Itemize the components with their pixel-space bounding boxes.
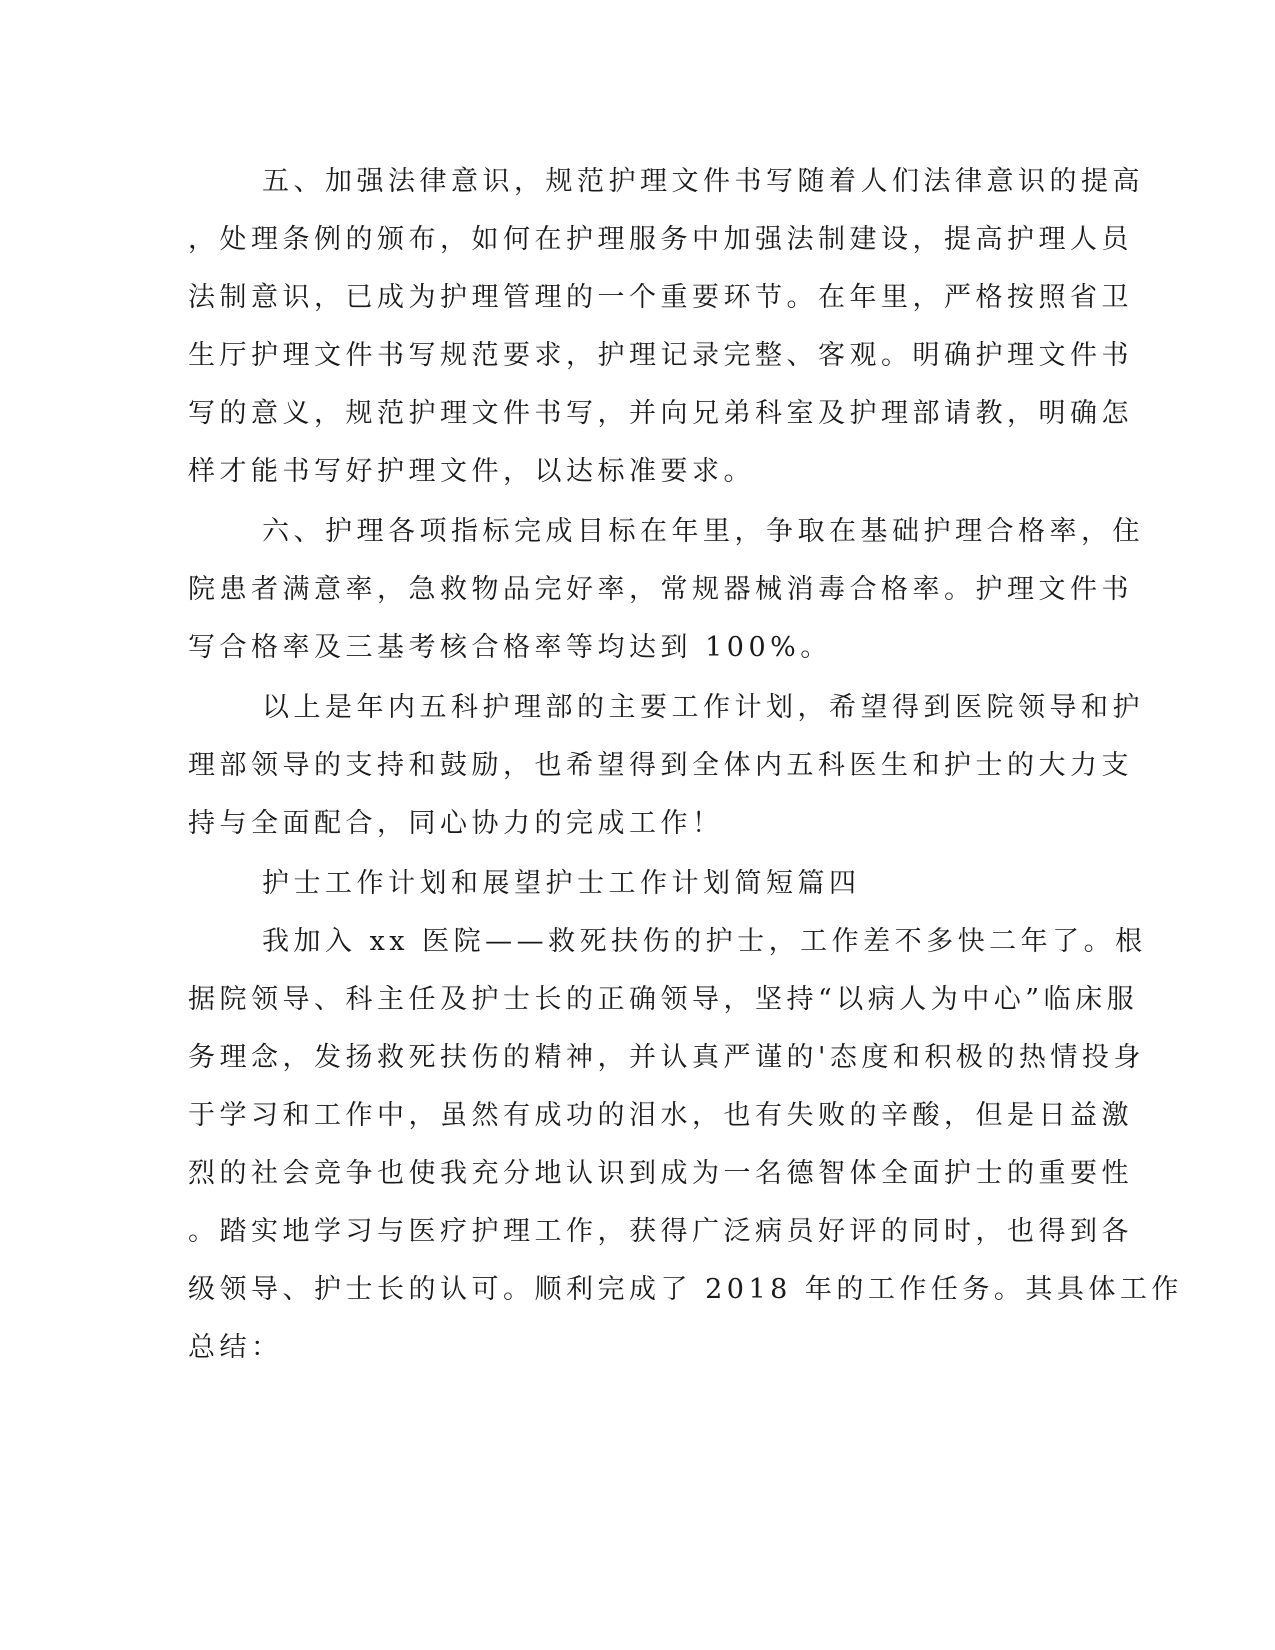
paragraph-6-line-2: 院患者满意率，急救物品完好率，常规器械消毒合格率。护理文件书 bbox=[188, 574, 1133, 605]
paragraph-5-line-3: 法制意识，已成为护理管理的一个重要环节。在年里，严格按照省卫 bbox=[188, 282, 1133, 313]
paragraph-5-line-5: 写的意义，规范护理文件书写，并向兄弟科室及护理部请教，明确怎 bbox=[188, 398, 1133, 429]
closing-paragraph-line-1: 以上是年内五科护理部的主要工作计划，希望得到医院领导和护 bbox=[262, 692, 1144, 723]
summary-paragraph-line-5: 烈的社会竞争也使我充分地认识到成为一名德智体全面护士的重要性 bbox=[188, 1158, 1133, 1189]
paragraph-5-line-1: 五、加强法律意识，规范护理文件书写随着人们法律意识的提高 bbox=[262, 166, 1144, 197]
summary-paragraph-line-3: 务理念，发扬救死扶伤的精神，并认真严谨的'态度和积极的热情投身 bbox=[188, 1042, 1145, 1073]
closing-paragraph-line-2: 理部领导的支持和鼓励，也希望得到全体内五科医生和护士的大力支 bbox=[188, 750, 1133, 781]
summary-paragraph-line-6: 。踏实地学习与医疗护理工作，获得广泛病员好评的同时，也得到各 bbox=[188, 1216, 1133, 1247]
paragraph-6-line-3: 写合格率及三基考核合格率等均达到 100%。 bbox=[188, 632, 832, 663]
paragraph-6-line-1: 六、护理各项指标完成目标在年里，争取在基础护理合格率，住 bbox=[262, 516, 1144, 547]
summary-paragraph-line-7: 级领导、护士长的认可。顺利完成了 2018 年的工作任务。其具体工作 bbox=[188, 1274, 1183, 1305]
summary-paragraph-line-2: 据院领导、科主任及护士长的正确领导，坚持“以病人为中心”临床服 bbox=[188, 984, 1139, 1015]
section-heading: 护士工作计划和展望护士工作计划简短篇四 bbox=[262, 868, 861, 899]
paragraph-5-line-6: 样才能书写好护理文件，以达标准要求。 bbox=[188, 456, 755, 487]
paragraph-5-line-2: ，处理条例的颁布，如何在护理服务中加强法制建设，提高护理人员 bbox=[188, 224, 1133, 255]
closing-paragraph-line-3: 持与全面配合，同心协力的完成工作！ bbox=[188, 808, 724, 839]
summary-paragraph-line-8: 总结： bbox=[188, 1332, 283, 1363]
summary-paragraph-line-1: 我加入 xx 医院——救死扶伤的护士，工作差不多快二年了。根 bbox=[262, 926, 1147, 957]
summary-paragraph-line-4: 于学习和工作中，虽然有成功的泪水，也有失败的辛酸，但是日益激 bbox=[188, 1100, 1133, 1131]
paragraph-5-line-4: 生厅护理文件书写规范要求，护理记录完整、客观。明确护理文件书 bbox=[188, 340, 1133, 371]
